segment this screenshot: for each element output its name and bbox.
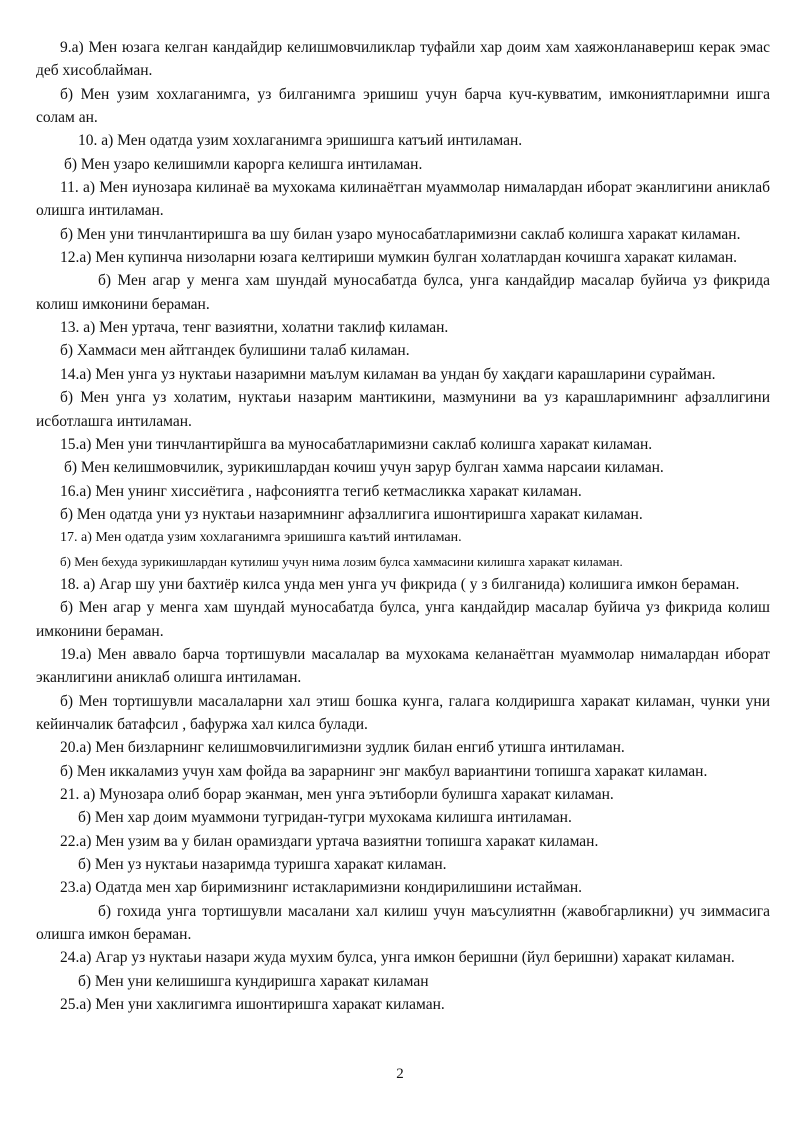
- questionnaire-paragraph: 12.а) Мен купинча низоларни юзага келтириши мумкин булган холатлардан кочишга харакат киламан.: [60, 249, 738, 267]
- questionnaire-paragraph: б) Мен иккаламиз учун хам фойда ва зарарнинг энг макбул вариантини топишга харакат киламан.: [60, 762, 708, 780]
- questionnaire-paragraph: б) Мен узаро келишимли карорга келишга интиламан.: [64, 155, 423, 173]
- questionnaire-paragraph: 23.а) Одатда мен хар биримизнинг истакларимизни кондирилишини истайман.: [60, 879, 583, 897]
- questionnaire-paragraph: 19.а) Мен аввало барча тортишувли масалалар ва мухокама келанаётган муаммолар нималардан иборат эканлигини аниклаб олишга интиламан.: [36, 645, 770, 687]
- questionnaire-paragraph: 13. а) Мен уртача, тенг вазиятни, холатни таклиф киламан.: [60, 319, 449, 337]
- questionnaire-paragraph: б) Мен узим хохлаганимга, уз билганимга эришиш учун барча куч-кувватим, имкониятларимни ишга солам ан.: [36, 85, 770, 127]
- questionnaire-paragraph: б) Мен одатда уни уз нуктаьи назаримнинг афзаллигига ишонтиришга харакат киламан.: [60, 505, 643, 523]
- questionnaire-paragraph: 14.а) Мен унга уз нуктаьи назаримни маълум киламан ва ундан бу хақдаги карашларини сурайман.: [60, 365, 716, 383]
- questionnaire-paragraph: 11. а) Мен иунозара килинаё ва мухокама килинаётган муаммолар нималардан иборат эканлигини аниклаб олишга интиламан.: [36, 179, 770, 220]
- questionnaire-paragraph: б) Хаммаси мен айтгандек булишини талаб киламан.: [60, 342, 410, 360]
- questionnaire-paragraph: 22.а) Мен узим ва у билан орамиздаги уртача вазиятни топишга харакат киламан.: [60, 832, 599, 850]
- questionnaire-text: [36, 36, 770, 1016]
- questionnaire-paragraph: 15.а) Мен уни тинчлантирйшга ва муносабатларимизни саклаб колишга харакат киламан.: [60, 435, 653, 453]
- questionnaire-paragraph: б) Мен уни келишишга кундиришга харакат киламан: [78, 972, 429, 990]
- questionnaire-paragraph: 17. а) Мен одатда узим хохлаганимга эришишга каътий интиламан.: [60, 530, 462, 546]
- questionnaire-paragraph: б) Мен уз нуктаьи назаримда туришга харакат киламан.: [78, 856, 447, 874]
- questionnaire-paragraph: б) Мен агар у менга хам шундай муносабатда булса, унга кандайдир масалар буйича уз фикрида колиш имконини бераман.: [36, 599, 770, 640]
- questionnaire-paragraph: 9.а) Мен юзага келган кандайдир келишмовчиликлар туфайли хар доим хам хаяжонланавериш керак эмас деб хисоблайман.: [36, 39, 770, 80]
- questionnaire-paragraph: б) Мен унга уз холатим, нуктаьи назарим мантикини, мазмунини ва уз карашларимнинг афзаллигини исботлашга интиламан.: [36, 389, 770, 430]
- questionnaire-paragraph: 24.а) Агар уз нуктаьи назари жуда мухим булса, унга имкон беришни (йул беришни) харакат киламан.: [60, 949, 735, 967]
- questionnaire-paragraph: 20.а) Мен бизларнинг келишмовчилигимизни зудлик билан енгиб утишга интиламан.: [60, 739, 625, 757]
- questionnaire-paragraph: б) Мен бехуда зурикишлардан кутилиш учун нима лозим булса хаммасини килишга харакат киламан.: [60, 553, 623, 569]
- questionnaire-paragraph: 21. а) Мунозара олиб борар эканман, мен унга эътиборли булишга харакат киламан.: [60, 786, 614, 803]
- questionnaire-paragraph: 25.а) Мен уни хаклигимга ишонтиришга харакат киламан.: [60, 996, 445, 1014]
- questionnaire-paragraph: б) Мен агар у менга хам шундай муносабатда булса, унга кандайдир масалар буйича уз фикрида колиш имконини бераман.: [36, 272, 770, 313]
- page-number: 2: [396, 1066, 404, 1082]
- questionnaire-paragraph: 16.а) Мен унинг хиссиётига , нафсониятга тегиб кетмасликка харакат киламан.: [60, 482, 582, 500]
- questionnaire-paragraph: б) Мен уни тинчлантиришга ва шу билан узаро муносабатларимизни саклаб колишга харакат киламан.: [60, 225, 741, 243]
- questionnaire-paragraph: б) Мен хар доим муаммони тугридан-тугри мухокама килишга интиламан.: [78, 809, 572, 827]
- questionnaire-paragraph: 10. а) Мен одатда узим хохлаганимга эришишга катъий интиламан.: [78, 132, 523, 150]
- questionnaire-paragraph: 18. а) Агар шу уни бахтиёр килса унда мен унга уч фикрида ( у з билганида) колишига имкон бераман.: [60, 575, 740, 593]
- questionnaire-paragraph: б) Мен келишмовчилик, зурикишлардан кочиш учун зарур булган хамма нарсаии киламан.: [64, 459, 664, 477]
- questionnaire-paragraph: б) гохида унга тортишувли масалани хал килиш учун маъсулиятнн (жавобгарликни) уч зиммасига олишга имкон бераман.: [36, 902, 770, 944]
- questionnaire-paragraph: б) Мен тортишувли масалаларни хал этиш бошка кунга, галага колдиришга харакат киламан, чунки уни кейинчалик батафсил , бафуржа хал килса булади.: [36, 692, 770, 733]
